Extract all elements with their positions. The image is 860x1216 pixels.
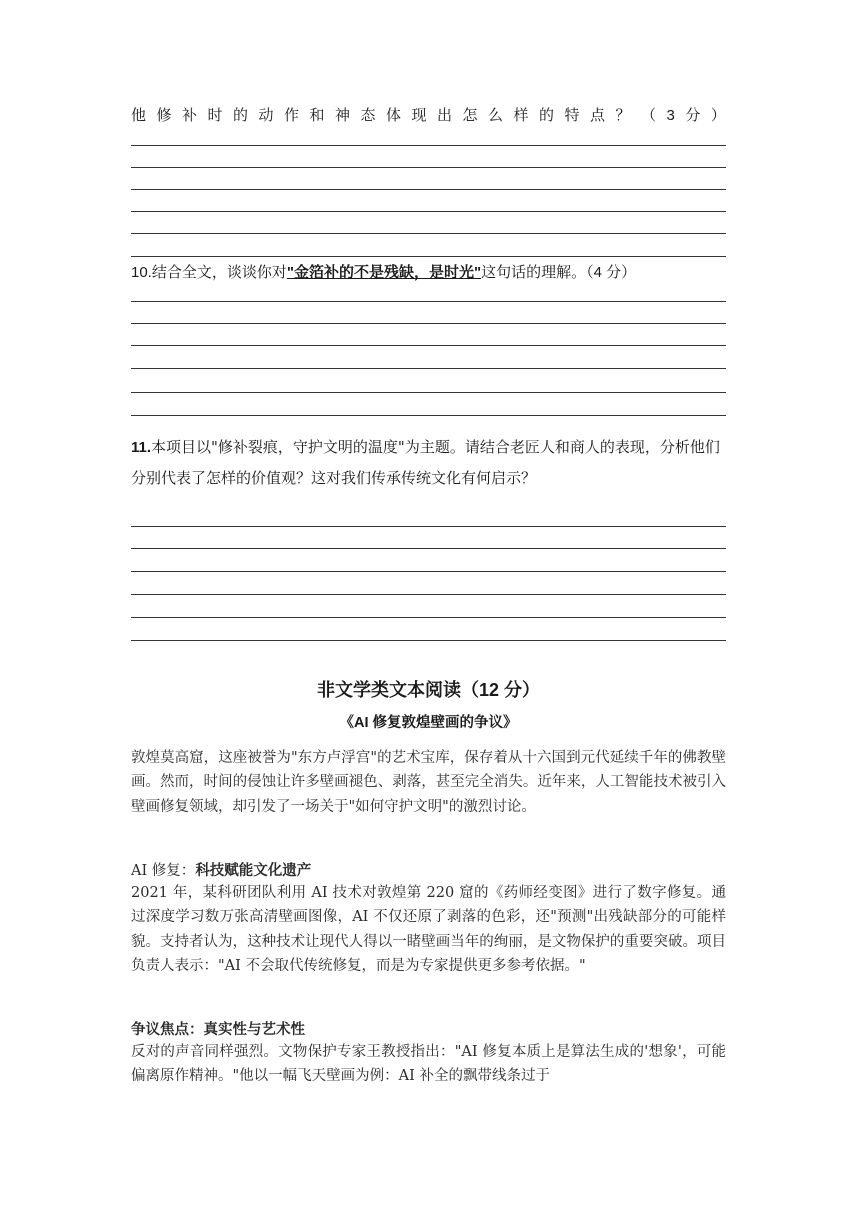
question-10-prefix: 10.结合全文，谈谈你对 xyxy=(131,264,287,281)
answer-line[interactable] xyxy=(131,617,726,618)
question-9-char: 分 xyxy=(685,107,701,124)
answer-line[interactable] xyxy=(131,323,726,324)
question-10 xyxy=(131,262,726,284)
question-9-char: 特 xyxy=(564,107,580,124)
question-9-char: 态 xyxy=(360,107,376,124)
answer-line[interactable] xyxy=(131,571,726,572)
section-title: 非文学类文本阅读（12 分） xyxy=(316,680,541,700)
answer-line[interactable] xyxy=(131,548,726,549)
answer-line[interactable] xyxy=(131,189,726,190)
question-9-char: 样 xyxy=(513,107,529,124)
question-9-char: 出 xyxy=(437,107,453,124)
question-9-char: ？ xyxy=(615,107,631,124)
subheading-ai-repair-text: 科技赋能文化遗产 xyxy=(195,862,312,879)
answer-line[interactable] xyxy=(131,211,726,212)
answer-line[interactable] xyxy=(131,594,726,595)
answer-line[interactable] xyxy=(131,392,726,393)
question-10-suffix: 这句话的理解。（4 分） xyxy=(481,264,637,281)
question-9-char: 作 xyxy=(284,107,300,124)
question-9-char: 体 xyxy=(386,107,402,124)
question-9-char: 点 xyxy=(590,107,606,124)
question-9-char: 3 xyxy=(666,107,675,124)
question-9-char: 他 xyxy=(131,107,147,124)
answer-line[interactable] xyxy=(131,145,726,146)
question-9-char: （ xyxy=(641,107,657,124)
question-9-char: 动 xyxy=(258,107,274,124)
question-9-char: 现 xyxy=(411,107,427,124)
subheading-ai-repair xyxy=(131,859,726,883)
answer-line[interactable] xyxy=(131,415,726,416)
question-9-char: 和 xyxy=(309,107,325,124)
answer-line[interactable] xyxy=(131,301,726,302)
answer-line[interactable] xyxy=(131,345,726,346)
article-title: 《AI 修复敦煌壁画的争议》 xyxy=(339,715,518,731)
answer-line[interactable] xyxy=(131,368,726,369)
question-10-quote: "金箔补的不是残缺，是时光" xyxy=(286,264,482,281)
question-9-tail xyxy=(131,105,726,127)
question-9-char: 怎 xyxy=(462,107,478,124)
question-9-char: 么 xyxy=(488,107,504,124)
question-9-char: 时 xyxy=(207,107,223,124)
article-paragraph-2: 2021 年，某科研团队利用 AI 技术对敦煌第 220 窟的《药师经变图》进行了数字修复。通过深度学习数万张高清壁画图像，AI 不仅还原了剥落的色彩，还"预测"出残缺部分的可能样貌。支持者认为，这种技术让现代人得以一睹壁画当年的绚丽，是文物保护的重要突破。项目负责人表示："AI 不会取代传统修复，而是为专家提供更多参考依据。" xyxy=(131,885,726,975)
question-9-char: 补 xyxy=(182,107,198,124)
answer-line[interactable] xyxy=(131,256,726,257)
question-11 xyxy=(131,432,726,493)
article-paragraph-3: 反对的声音同样强烈。文物保护专家王教授指出："AI 修复本质上是算法生成的'想象'，可能偏离原作精神。"他以一幅飞天壁画为例：AI 补全的飘带线条过于 xyxy=(131,1044,726,1085)
subheading-ai-repair-label: AI 修复： xyxy=(131,863,196,879)
subheading-controversy: 争议焦点：真实性与艺术性 xyxy=(131,1021,305,1038)
answer-line[interactable] xyxy=(131,167,726,168)
answer-line[interactable] xyxy=(131,526,726,527)
question-11-number: 11. xyxy=(131,439,152,456)
question-9-char: 修 xyxy=(156,107,172,124)
answer-line[interactable] xyxy=(131,233,726,234)
question-11-text: 本项目以"修补裂痕，守护文明的温度"为主题。请结合老匠人和商人的表现，分析他们分别代表了怎样的价值观？这对我们传承传统文化有何启示？ xyxy=(131,438,720,487)
answer-line[interactable] xyxy=(131,640,726,641)
article-paragraph-1: 敦煌莫高窟，这座被誉为"东方卢浮宫"的艺术宝库，保存着从十六国到元代延续千年的佛教壁画。然而，时间的侵蚀让许多壁画褪色、剥落，甚至完全消失。近年来，人工智能技术被引入壁画修复领域，却引发了一场关于"如何守护文明"的激烈讨论。 xyxy=(131,750,726,815)
question-9-char: ） xyxy=(710,107,726,124)
question-9-char: 的 xyxy=(539,107,555,124)
question-9-char: 神 xyxy=(335,107,351,124)
question-9-char: 的 xyxy=(233,107,249,124)
